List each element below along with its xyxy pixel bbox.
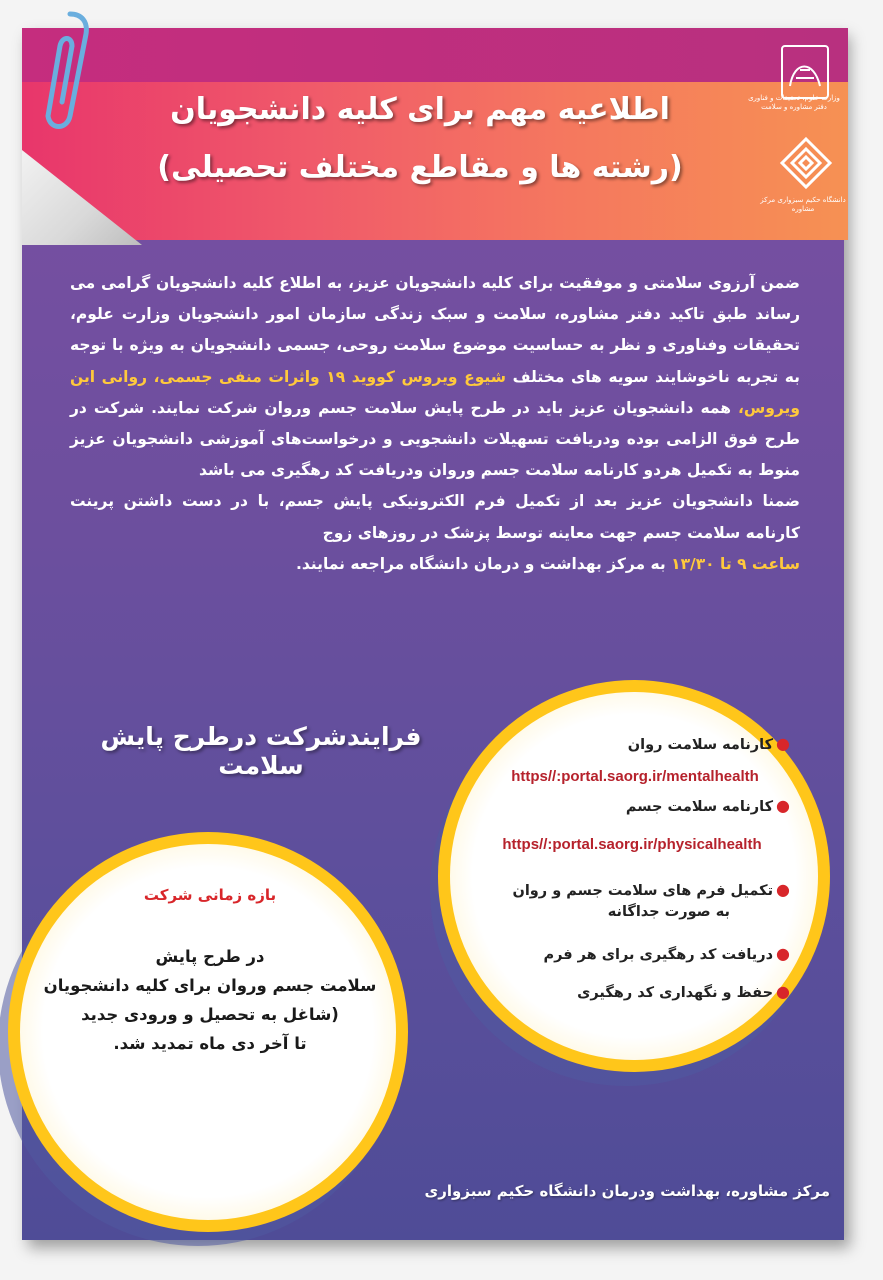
bullet-icon: ● <box>776 796 790 815</box>
hours-highlight: ساعت ۹ تا ۱۳/۳۰ <box>671 554 800 573</box>
mental-health-link[interactable]: https//:portal.saorg.ir/mentalhealth <box>511 768 759 785</box>
footer-credit: مرکز مشاوره، بهداشت ودرمان دانشگاه حکیم سبزواری <box>424 1182 830 1200</box>
page-subtitle: (رشته ها و مقاطع مختلف تحصیلی) <box>157 150 683 185</box>
bullet-icon: ● <box>776 944 790 963</box>
body-text-4: به مرکز بهداشت و درمان دانشگاه مراجعه نمایند. <box>295 554 672 573</box>
paperclip-icon <box>30 6 100 136</box>
period-text: در طرح پایش سلامت جسم وروان برای کلیه دانشجویان (شاغل به تحصیل و ورودی جدید تا آخر دی ماه تمدید شد. <box>43 947 377 1053</box>
body-text-2: همه دانشجویان عزیز باید در طرح پایش سلامت جسم وروان شرکت نمایند. شرکت در طرح فوق الزامی بوده ودریافت تسهیلات دانشجویی و درخواست‌های آموزشی دانشجویان عزیز منوط به تکمیل هردو کارنامه سلامت جسم وروان ودریافت کد رهگیری می باشد <box>70 398 800 480</box>
list-item-continued: به صورت جداگانه <box>607 904 730 920</box>
announcement-body <box>70 268 800 580</box>
list-item: ●دریافت کد رهگیری برای هر فرم <box>543 944 790 963</box>
period-title: بازه زمانی شرکت <box>143 886 277 904</box>
list-item: ●کارنامه سلامت جسم <box>625 796 790 815</box>
bullet-icon: ● <box>776 734 790 753</box>
bullet-icon: ● <box>776 880 790 899</box>
list-item: ●کارنامه سلامت روان <box>627 734 790 753</box>
ministry-caption: وزارت علوم، تحقیقات و فناوری دفتر مشاوره و سلامت <box>748 94 840 111</box>
university-caption: دانشگاه حکیم سبزواری مرکز مشاوره <box>760 196 846 213</box>
body-text-3: ضمنا دانشجویان عزیز بعد از تکمیل فرم الکترونیکی پایش جسم، با در دست داشتن پرینت کارنامه سلامت جسم جهت معاینه توسط پزشک در روزهای زوج <box>70 492 800 542</box>
process-title: فرایندشرکت درطرح پایش سلامت <box>100 722 422 780</box>
university-logo-icon <box>778 135 834 195</box>
banner-top-band <box>22 28 848 86</box>
list-item: ●تکمیل فرم های سلامت جسم و روان <box>512 880 790 899</box>
covid-highlight: شیوع ویروس کووید ۱۹ واثرات منفی جسمی، روانی این ویروس، <box>70 367 800 417</box>
bullet-icon: ● <box>776 982 790 1001</box>
body-text-1: ضمن آرزوی سلامتی و موفقیت برای کلیه دانشجویان عزیز، به اطلاع کلیه دانشجویان گرامی می رساند طبق تاکید دفتر مشاوره، سلامت و سبک زندگی سازمان امور دانشجویان وزارت علوم، تحقیقات وفناوری و نظر به حساسیت موضوع سلامت روحی، جسمی دانشجویان به ویژه با توجه به تجربه ناخوشایند سویه های مختلف <box>70 274 801 386</box>
page-title: اطلاعیه مهم برای کلیه دانشجویان <box>170 92 670 127</box>
physical-health-link[interactable]: https//:portal.saorg.ir/physicalhealth <box>502 836 762 853</box>
list-item: ●حفظ و نگهداری کد رهگیری <box>577 982 790 1001</box>
